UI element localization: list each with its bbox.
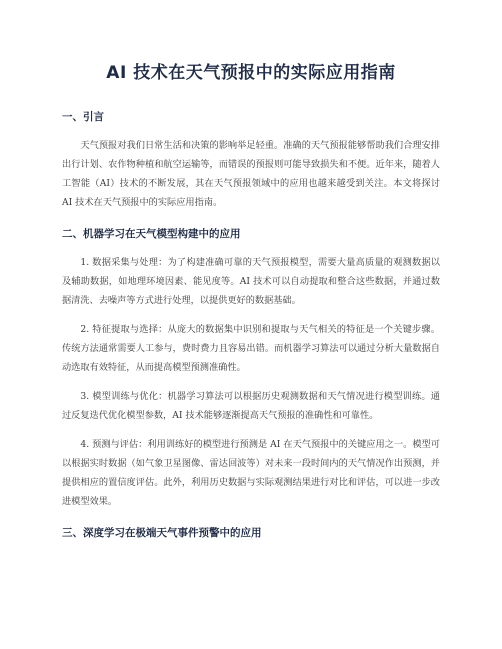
section-heading-intro: 一、引言	[62, 111, 104, 123]
ml-paragraph-prediction: 4. 预测与评估：利用训练好的模型进行预测是 AI 在天气预报中的关键应用之一。模型可以根据实时数据（如气象卫星图像、雷达回波等）对未来一段时间内的天气情况作出预测，并提供相应的置信度评估。此外，利用历史数据与实际观测结果进行对比和评估，可以进一步改进模型效果。	[62, 439, 440, 507]
section-heading-deep-learning: 三、深度学习在极端天气事件预警中的应用	[62, 527, 262, 539]
document-title: AI 技术在天气预报中的实际应用指南	[106, 63, 396, 83]
ml-paragraph-data-collection: 1. 数据采集与处理：为了构建准确可靠的天气预报模型，需要大量高质量的观测数据以及辅助数据，如地理环境因素、能见度等。AI 技术可以自动提取和整合这些数据，并通过数据清洗、去噪声等方式进行处理，以提供更好的数据基础。	[62, 257, 440, 306]
section-heading-machine-learning: 二、机器学习在天气模型构建中的应用	[62, 228, 241, 240]
intro-paragraph: 天气预报对我们日常生活和决策的影响举足轻重。准确的天气预报能够帮助我们合理安排出行计划、农作物种植和航空运输等，而错误的预报则可能导致损失和不便。近年来，随着人工智能（AI）技术的不断发展，其在天气预报领域中的应用也越来越受到关注。本文将探讨 AI 技术在天气预报中的实际应用指南。	[62, 140, 440, 208]
ml-paragraph-feature-extraction: 2. 特征提取与选择：从庞大的数据集中识别和提取与天气相关的特征是一个关键步骤。传统方法通常需要人工参与，费时费力且容易出错。而机器学习算法可以通过分析大量数据自动选取有效特征，从而提高模型预测准确性。	[62, 324, 440, 373]
ml-paragraph-model-training: 3. 模型训练与优化：机器学习算法可以根据历史观测数据和天气情况进行模型训练。通过反复迭代优化模型参数，AI 技术能够逐渐提高天气预报的准确性和可靠性。	[62, 391, 440, 421]
